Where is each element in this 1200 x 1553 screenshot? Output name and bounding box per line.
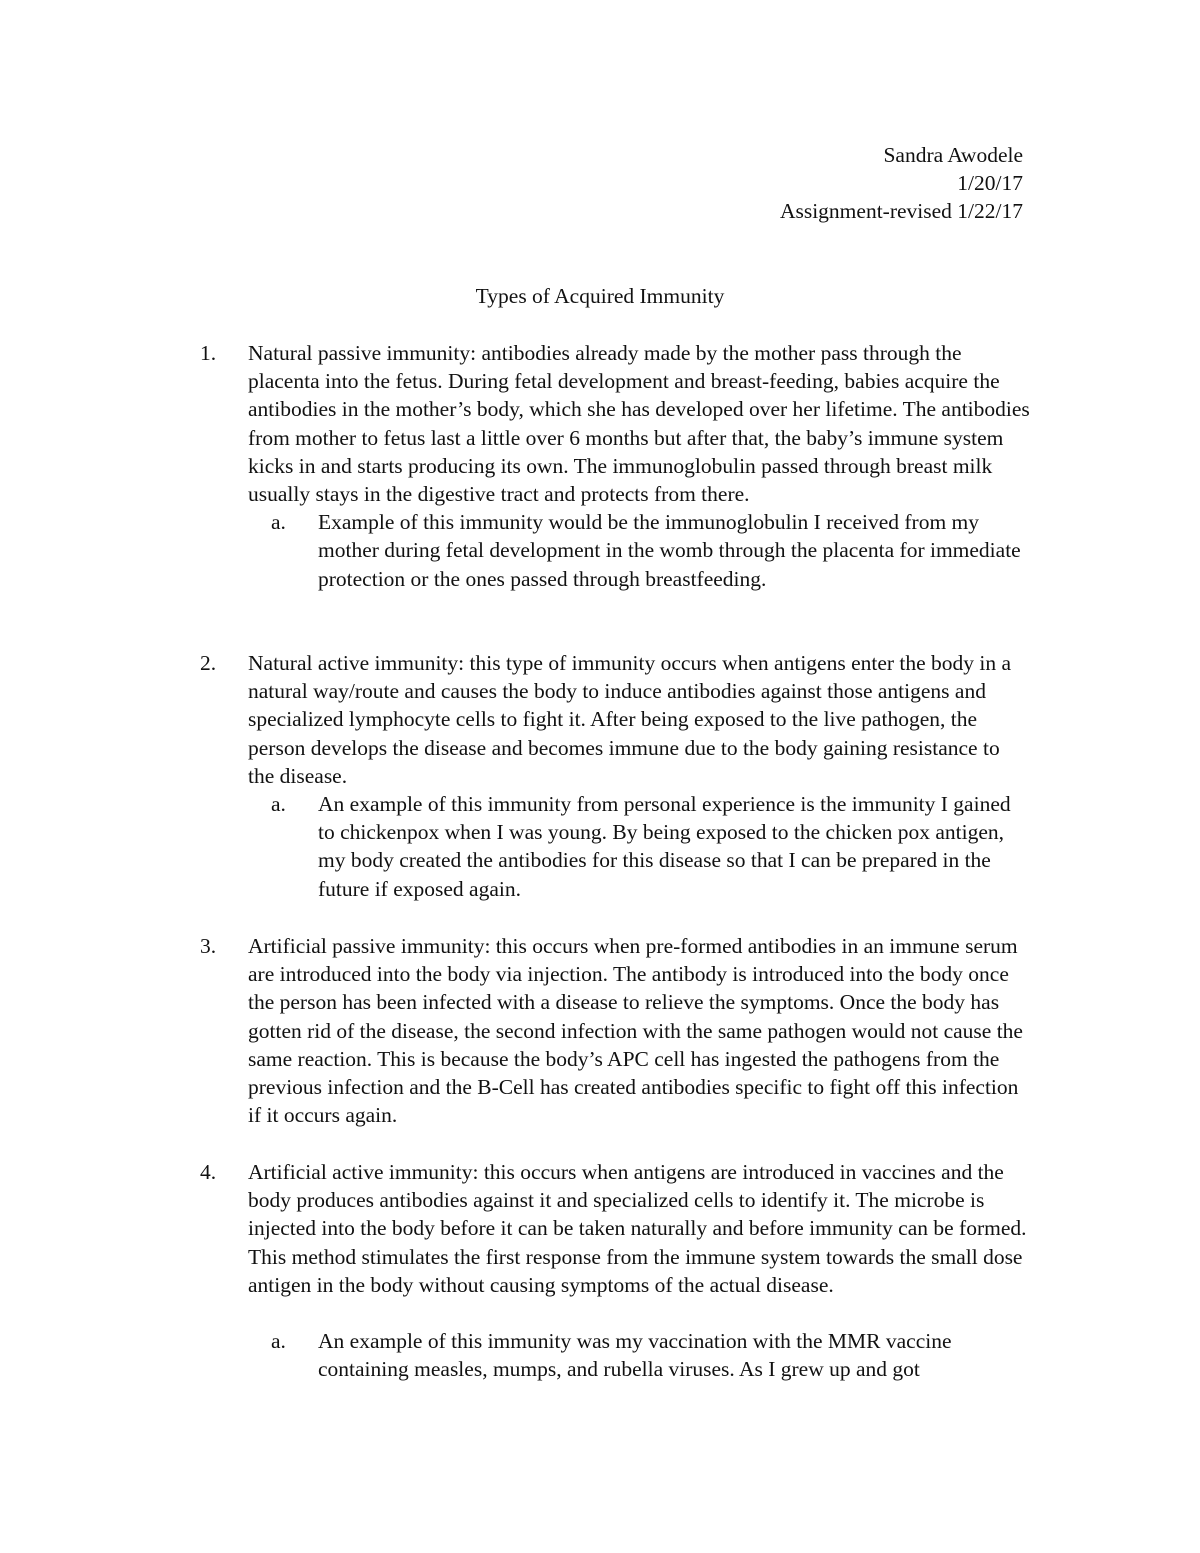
list-item-2	[200, 649, 1030, 903]
sub-item-letter: a.	[271, 510, 286, 535]
list-item-4	[200, 1158, 1030, 1383]
list-item-number: 4.	[200, 1160, 217, 1184]
list-item-text: Artificial active immunity: this occurs when antigens are introduced in vaccines and the body produces antibodies against it and specialized cells to identify it. The microbe is injected into the body before it can be taken naturally and before immunity can be formed. This method stimulates the first response from the immune system towards the small dose antigen in the body without causing symptoms of the actual disease.	[248, 1160, 1027, 1297]
assignment-label: Assignment-revised 1/22/17	[779, 199, 1023, 223]
sub-item-4a	[271, 1327, 1030, 1383]
sub-item-2a	[271, 790, 1030, 903]
list-item-3	[200, 932, 1030, 1129]
sub-item-text: An example of this immunity from personal experience is the immunity I gained to chickenpox when I was young. By being exposed to the chicken pox antigen, my body created the antibodies for this disease so that I can be prepared in the future if exposed again.	[318, 792, 1011, 901]
document-header	[780, 141, 1023, 225]
list-item-number: 3.	[200, 934, 217, 958]
list-item-number: 2.	[200, 651, 217, 675]
author-name: Sandra Awodele	[883, 143, 1023, 167]
list-item-1	[200, 339, 1030, 593]
list-item-text: Natural passive immunity: antibodies already made by the mother pass through the placenta into the fetus. During fetal development and breast-feeding, babies acquire the antibodies in the mother’s body, which she has developed over her lifetime. The antibodies from mother to fetus last a little over 6 months but after that, the baby’s immune system kicks in and starts producing its own. The immunoglobulin passed through breast milk usually stays in the digestive tract and protects from there.	[248, 341, 1030, 507]
sub-item-letter: a.	[271, 792, 286, 817]
list-item-text: Natural active immunity: this type of immunity occurs when antigens enter the body in a natural way/route and causes the body to induce antibodies against those antigens and specialized lymphocyte cells to fight it. After being exposed to the live pathogen, the person develops the disease and becomes immune due to the body gaining resistance to the disease.	[248, 651, 1012, 788]
sub-item-text: Example of this immunity would be the immunoglobulin I received from my mother during fetal development in the womb through the placenta for immediate protection or the ones passed through breastfeeding.	[318, 510, 1021, 591]
list-item-number: 1.	[200, 341, 217, 365]
list-item-text: Artificial passive immunity: this occurs when pre-formed antibodies in an immune serum are introduced into the body via injection. The antibody is introduced into the body once the person has been infected with a disease to relieve the symptoms. Once the body has gotten rid of the disease, the second infection with the same pathogen would not cause the same reaction. This is because the body’s APC cell has ingested the pathogens from the previous infection and the B-Cell has created antibodies specific to fight off this infection if it occurs again.	[248, 934, 1023, 1128]
sub-item-text: An example of this immunity was my vaccination with the MMR vaccine containing measles, mumps, and rubella viruses. As I grew up and got	[318, 1329, 952, 1382]
document-title: Types of Acquired Immunity	[475, 284, 725, 308]
document-date: 1/20/17	[957, 171, 1023, 195]
sub-item-letter: a.	[271, 1329, 286, 1354]
sub-item-1a	[271, 508, 1030, 593]
